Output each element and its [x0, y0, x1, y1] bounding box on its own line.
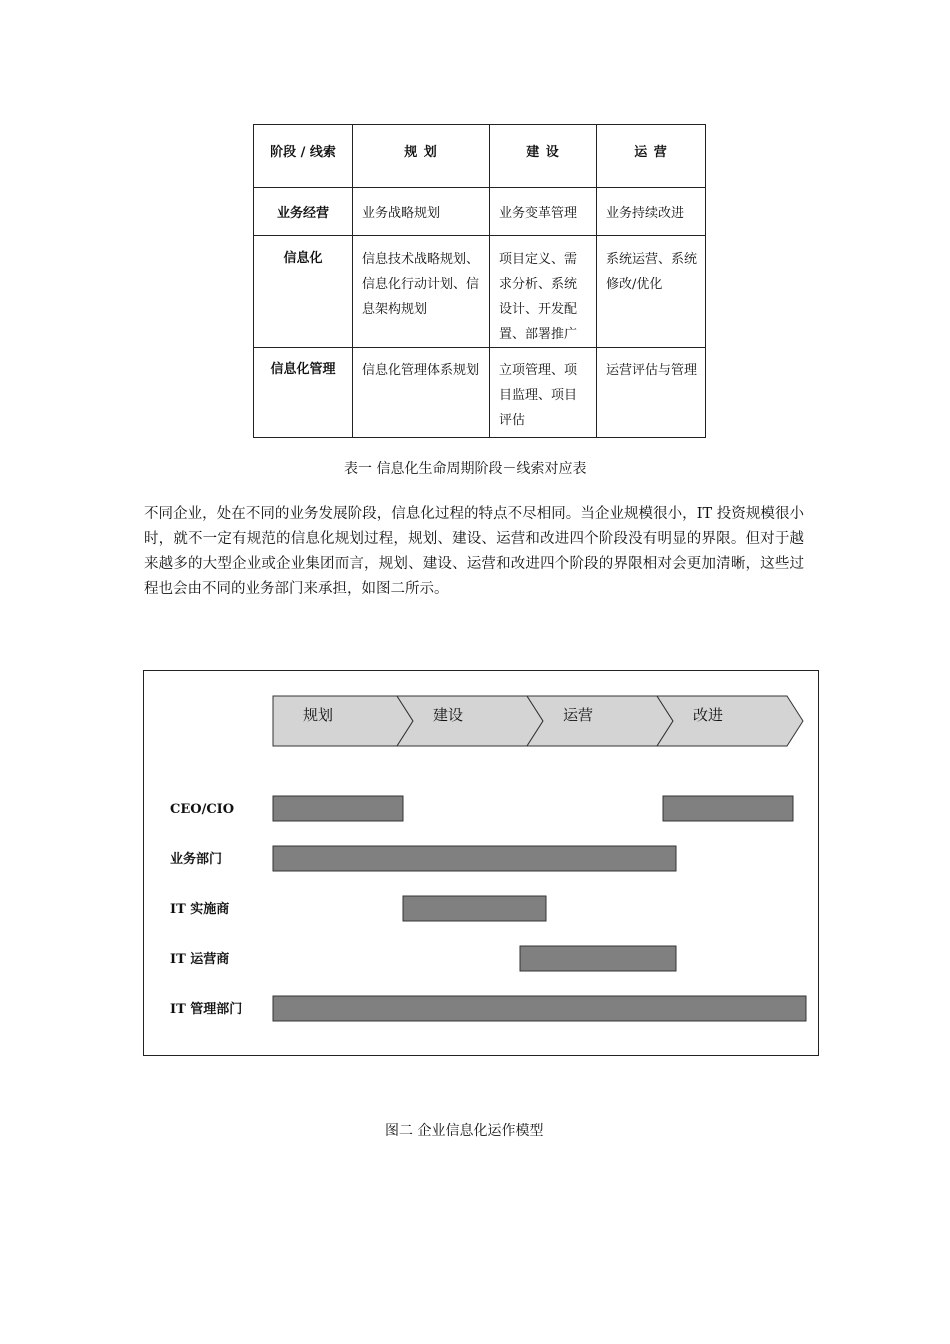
table-header-cell: 规 划: [353, 125, 490, 188]
participant-bar: [273, 996, 806, 1021]
table-caption: 表一 信息化生命周期阶段－线索对应表: [344, 461, 587, 477]
phase-arrow: [273, 696, 413, 746]
phase-arrow: [527, 696, 673, 746]
phase-label: 运营: [563, 706, 594, 724]
table-cell: 运营评估与管理: [597, 348, 706, 438]
table-cell: 信息化管理体系规划: [353, 348, 490, 438]
participant-bar: [403, 896, 546, 921]
table-header-cell: 运 营: [597, 125, 706, 188]
row-label: 信息化: [254, 236, 353, 348]
table-cell: 信息技术战略规划、信息化行动计划、信息架构规划: [353, 236, 490, 348]
phase-arrow: [397, 696, 543, 746]
row-label: 信息化管理: [254, 348, 353, 438]
row-label: 业务经营: [254, 188, 353, 236]
table-header-cell: 建 设: [490, 125, 597, 188]
table-cell: 业务持续改进: [597, 188, 706, 236]
operation-model-diagram: [144, 671, 820, 1057]
table-cell: 立项管理、项目监理、项目评估: [490, 348, 597, 438]
table-cell: 系统运营、系统修改/优化: [597, 236, 706, 348]
phase-arrow: [657, 696, 803, 746]
operation-model-figure: [143, 670, 819, 1056]
table-header-cell: 阶段 / 线索: [254, 125, 353, 188]
participant-label: IT 管理部门: [170, 1002, 243, 1017]
phase-label: 改进: [693, 706, 724, 724]
table-cell: 业务变革管理: [490, 188, 597, 236]
phase-clue-table: [253, 124, 706, 438]
participant-bar: [663, 796, 793, 821]
table-header-row: [254, 125, 706, 188]
table-row: [254, 236, 706, 348]
table-row: [254, 348, 706, 438]
body-paragraph: 不同企业，处在不同的业务发展阶段，信息化过程的特点不尽相同。当企业规模很小，IT 投资规模很小时，就不一定有规范的信息化规划过程，规划、建设、运营和改进四个阶段没有明显的界限。但对于越来越多的大型企业或企业集团而言，规划、建设、运营和改进四个阶段的界限相对会更加清晰，这些过程也会由不同的业务部门来承担，如图二所示。: [144, 506, 804, 597]
participant-label: IT 运营商: [170, 952, 230, 967]
participant-bar: [273, 846, 676, 871]
participant-bar: [520, 946, 676, 971]
table-cell: 业务战略规划: [353, 188, 490, 236]
participant-label: 业务部门: [170, 852, 223, 867]
participant-bar: [273, 796, 403, 821]
participant-label: CEO/CIO: [170, 802, 235, 817]
table-row: [254, 188, 706, 236]
participant-label: IT 实施商: [170, 902, 230, 917]
figure-caption: 图二 企业信息化运作模型: [385, 1123, 544, 1139]
phase-label: 建设: [433, 706, 464, 724]
phase-label: 规划: [303, 706, 334, 724]
table-cell: 项目定义、需求分析、系统设计、开发配置、部署推广: [490, 236, 597, 348]
